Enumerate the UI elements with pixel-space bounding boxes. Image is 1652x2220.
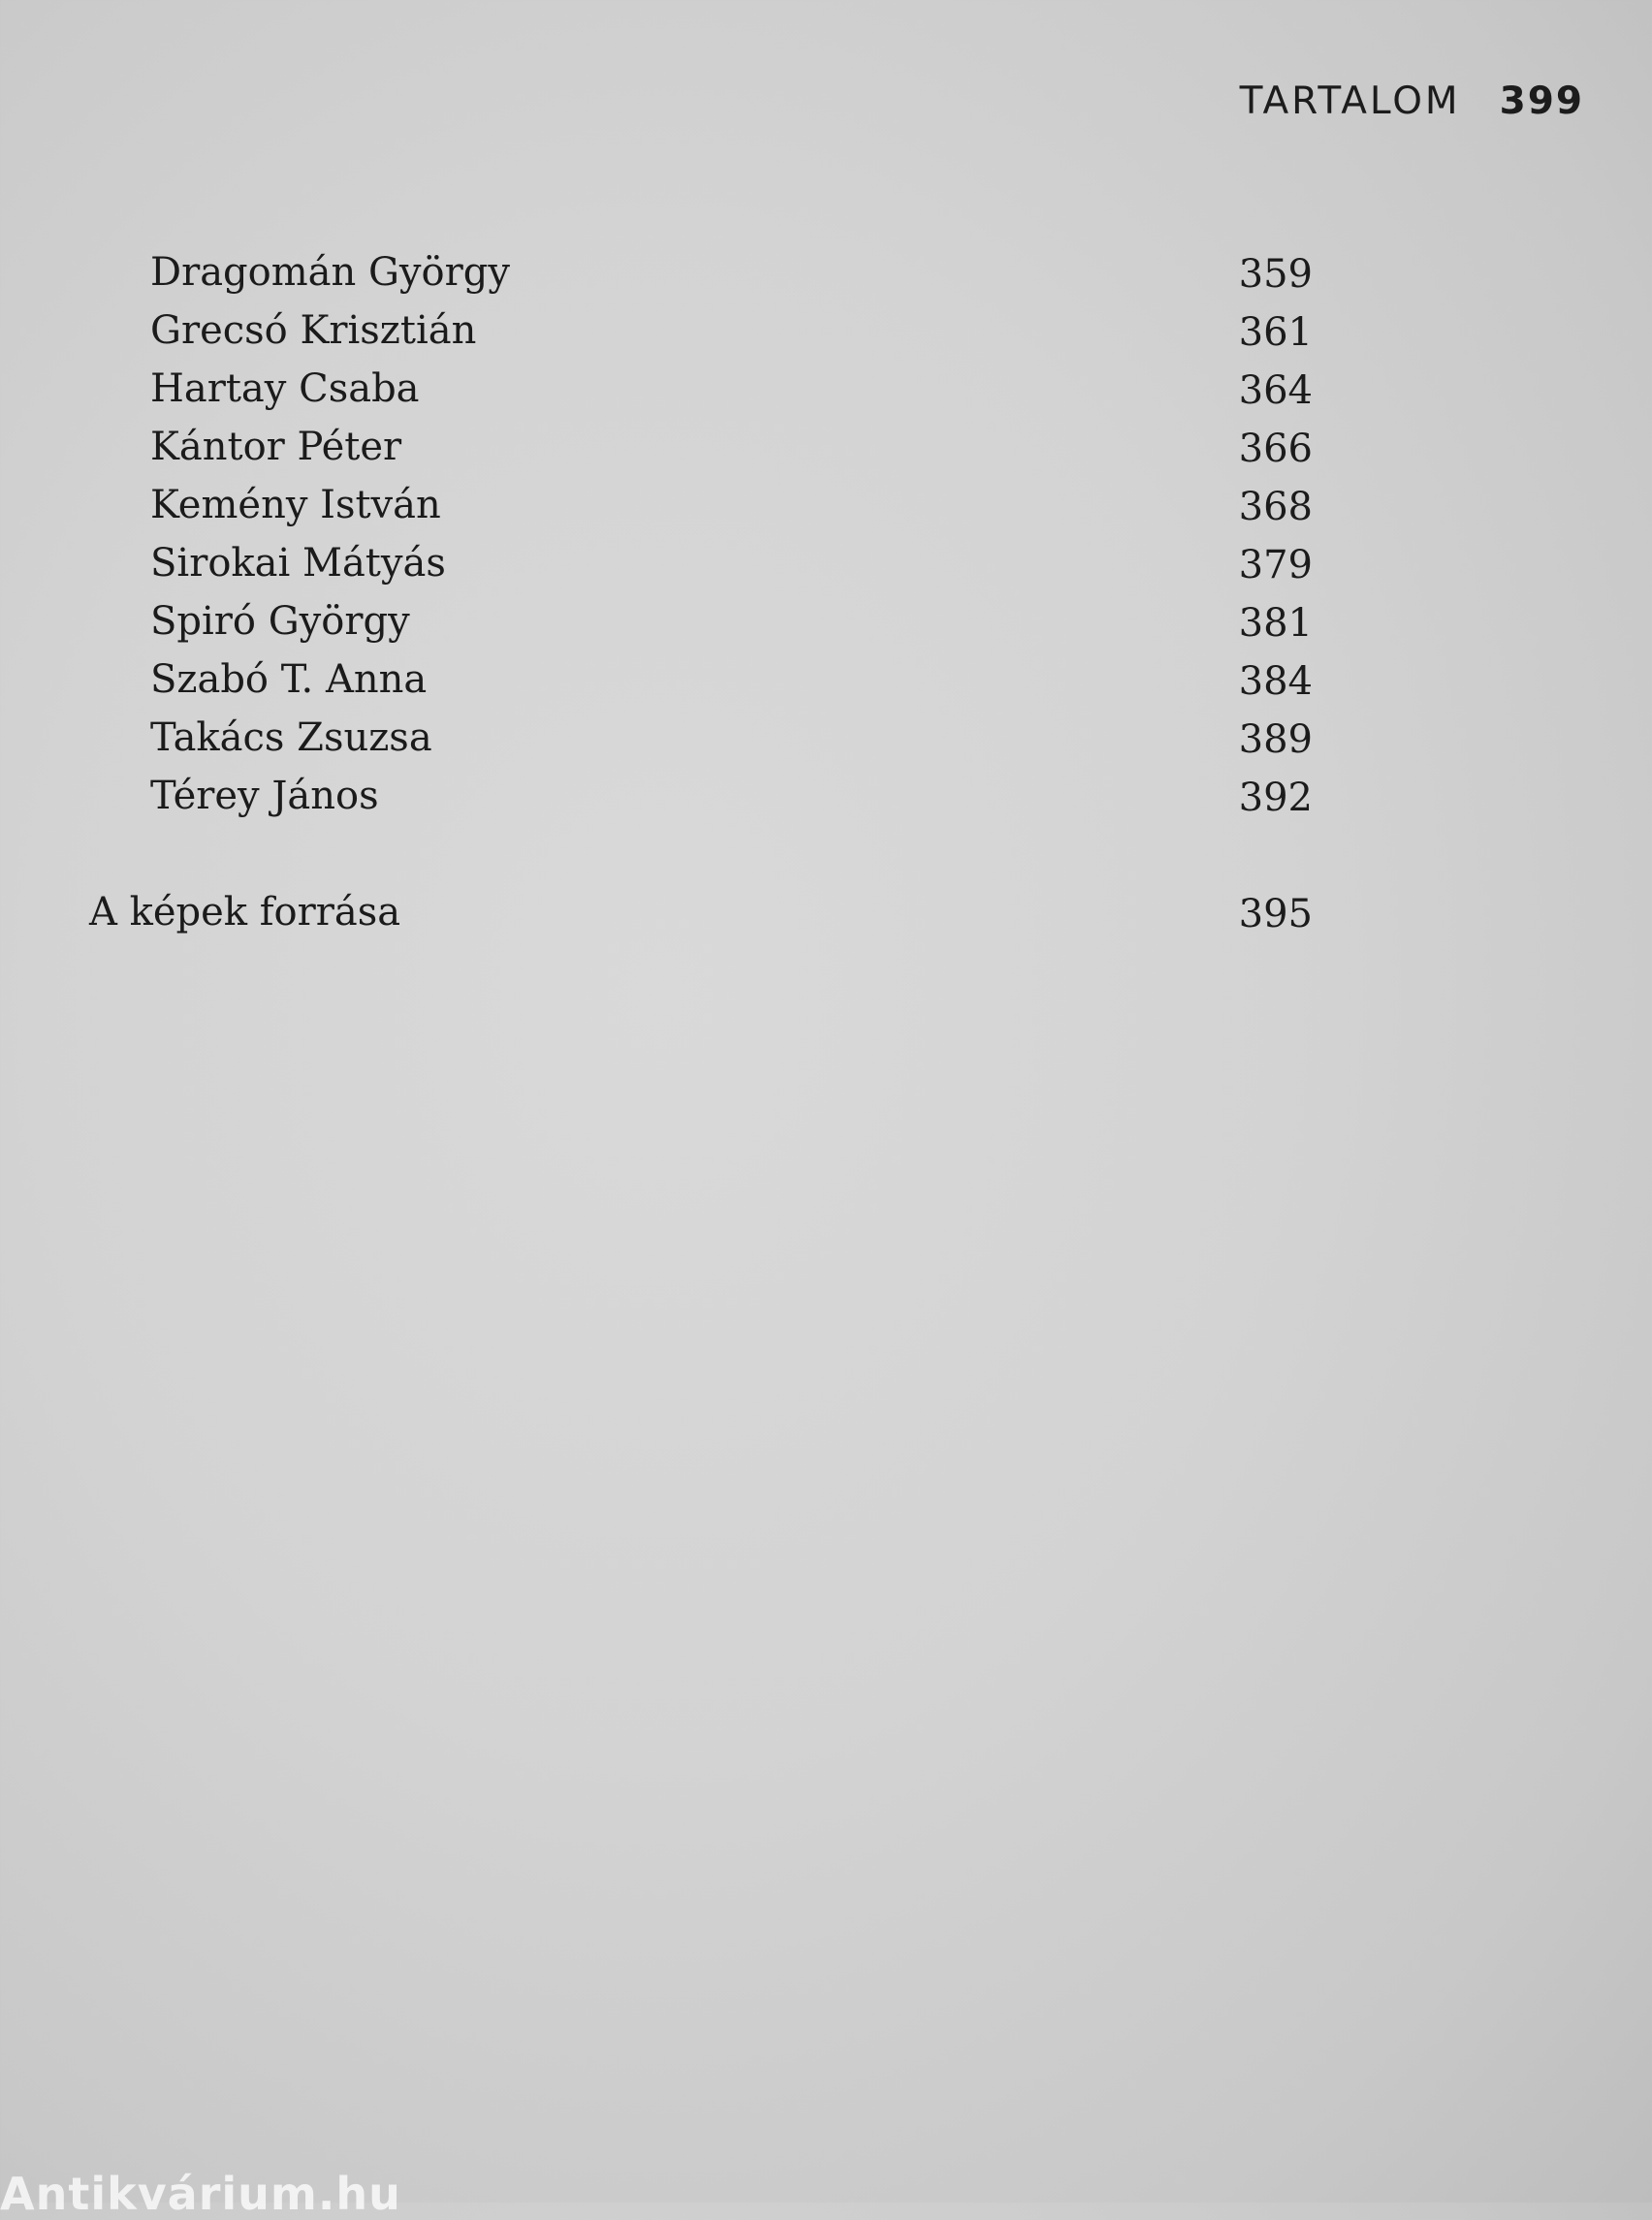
table-of-contents [0,242,1652,940]
toc-entry [0,591,1652,650]
toc-entry [0,359,1652,417]
toc-entry-page: 366 [1238,427,1313,471]
toc-entry-page: 381 [1238,601,1313,646]
toc-entry-title: Dragomán György [150,250,510,295]
watermark: Antikvárium.hu [0,2168,401,2220]
toc-entry-title: Takács Zsuzsa [150,715,432,760]
toc-entry-title: Szabó T. Anna [150,657,428,702]
toc-entry-title: Kemény István [150,483,441,527]
toc-entry-page: 359 [1238,252,1313,297]
toc-entry-page: 395 [1238,892,1313,936]
toc-entry-page: 389 [1238,717,1313,762]
toc-entry [0,766,1652,824]
running-head [1240,79,1584,123]
toc-entry [0,533,1652,591]
toc-entry-image-sources [0,882,1652,940]
toc-entry [0,301,1652,359]
toc-entry-title: Spiró György [150,599,410,644]
toc-entry [0,708,1652,766]
toc-entry-page: 361 [1238,310,1313,355]
toc-entry [0,650,1652,708]
toc-entry-title: A képek forrása [89,890,401,935]
toc-entry [0,417,1652,475]
toc-entry-title: Hartay Csaba [150,366,420,411]
running-head-page-number: 399 [1499,79,1584,123]
toc-entry [0,242,1652,301]
toc-entry-title: Grecsó Krisztián [150,308,477,353]
toc-entry-title: Sirokai Mátyás [150,541,446,586]
running-head-section: TARTALOM [1239,79,1461,123]
toc-entry [0,475,1652,533]
toc-entry-title: Kántor Péter [150,425,402,469]
toc-entry-page: 379 [1238,543,1313,587]
toc-entry-title: Térey János [150,774,379,818]
toc-entry-page: 364 [1238,368,1313,413]
toc-entry-page: 392 [1238,776,1313,820]
toc-entry-page: 384 [1238,659,1313,704]
toc-entry-page: 368 [1238,485,1313,529]
